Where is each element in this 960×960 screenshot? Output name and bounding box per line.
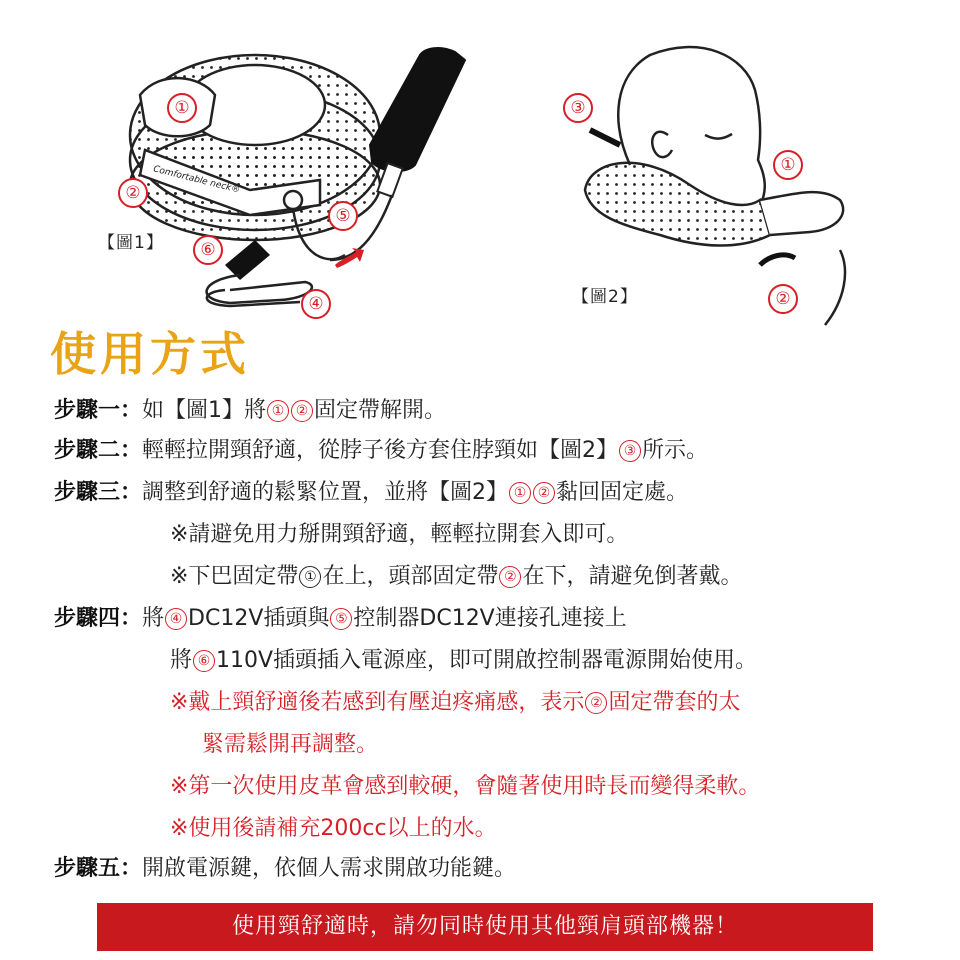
step-3-note-1: ※請避免用力掰開頸舒適，輕輕拉開套入即可。	[170, 522, 629, 547]
step-4-text-b: DC12V插頭與	[188, 606, 330, 631]
section-title: 使用方式	[50, 327, 250, 381]
note-2-marker-2: ②	[499, 566, 521, 588]
step-3-note-2	[170, 559, 742, 590]
step-4-line-2	[170, 643, 757, 674]
marker-6-fig1: ⑥	[193, 235, 223, 265]
red-note-1-a: ※戴上頸舒適後若感到有壓迫疼痛感，表示	[170, 690, 585, 715]
warning-banner: 使用頸舒適時，請勿同時使用其他頸肩頭部機器！	[97, 903, 873, 951]
step-4-text-c: 控制器DC12V連接孔連接上	[353, 606, 627, 631]
marker-1-fig2: ①	[773, 150, 803, 180]
step-1-text-b: 固定帶解開。	[314, 398, 447, 423]
step-3-label: 步驟三：	[54, 480, 143, 505]
step-5-text: 開啟電源鍵，依個人需求開啟功能鍵。	[142, 856, 517, 881]
step-4-label: 步驟四：	[54, 606, 143, 631]
note-2-text-a: ※下巴固定帶	[170, 564, 299, 589]
step-4-red-note-3: ※使用後請補充200cc以上的水。	[170, 816, 497, 841]
marker-5-fig1: ⑤	[328, 201, 358, 231]
step-3-text-b: 黏回固定處。	[556, 480, 689, 505]
step-4-red-note-1	[170, 685, 740, 716]
figure2-label: 【圖2】	[572, 287, 638, 307]
marker-2-fig1: ②	[118, 178, 148, 208]
step-1	[54, 393, 446, 424]
step-4-text-a: 將	[142, 606, 165, 631]
step-3-marker-1: ①	[509, 482, 531, 504]
step-2	[54, 433, 708, 464]
red-note-1-marker-2: ②	[585, 692, 607, 714]
step-4-marker-5: ⑤	[330, 608, 352, 630]
note-2-marker-1: ①	[299, 566, 321, 588]
step-4-red-note-2: ※第一次使用皮革會感到較硬，會隨著使用時長而變得柔軟。	[170, 774, 761, 799]
brand-label: Comfortable neck®	[152, 164, 241, 196]
step-1-marker-2: ②	[291, 400, 313, 422]
step-4-line2-a: 將	[170, 648, 193, 673]
step-3-marker-2: ②	[533, 482, 555, 504]
step-5	[54, 851, 516, 882]
marker-2-fig2: ②	[768, 284, 798, 314]
step-4-line2-b: 110V插頭插入電源座，即可開啟控制器電源開始使用。	[216, 648, 758, 673]
figure1-label: 【圖1】	[98, 233, 164, 253]
step-1-label: 步驟一：	[54, 398, 143, 423]
marker-4-fig1: ④	[301, 289, 331, 319]
illustration-area	[0, 0, 960, 330]
step-2-text-b: 所示。	[642, 438, 709, 463]
step-1-marker-1: ①	[267, 400, 289, 422]
step-2-text-a: 輕輕拉開頸舒適，從脖子後方套住脖頸如【圖2】	[142, 438, 619, 463]
step-3	[54, 475, 688, 506]
step-2-marker-3: ③	[619, 440, 641, 462]
red-note-1-b: 固定帶套的太	[608, 690, 741, 715]
step-1-text-a: 如【圖1】將	[142, 398, 267, 423]
note-2-text-c: 在下，請避免倒著戴。	[522, 564, 743, 589]
marker-3-fig2: ③	[563, 93, 593, 123]
step-4-marker-4: ④	[165, 608, 187, 630]
step-5-label: 步驟五：	[54, 856, 143, 881]
step-3-text-a: 調整到舒適的鬆緊位置，並將【圖2】	[142, 480, 509, 505]
note-2-text-b: 在上，頭部固定帶	[322, 564, 499, 589]
marker-1-fig1: ①	[167, 93, 197, 123]
step-4-marker-6: ⑥	[193, 650, 215, 672]
step-2-label: 步驟二：	[54, 438, 143, 463]
product-illustration	[0, 0, 960, 330]
step-4-red-note-1-cont: 緊需鬆開再調整。	[202, 732, 379, 757]
step-4	[54, 601, 627, 632]
